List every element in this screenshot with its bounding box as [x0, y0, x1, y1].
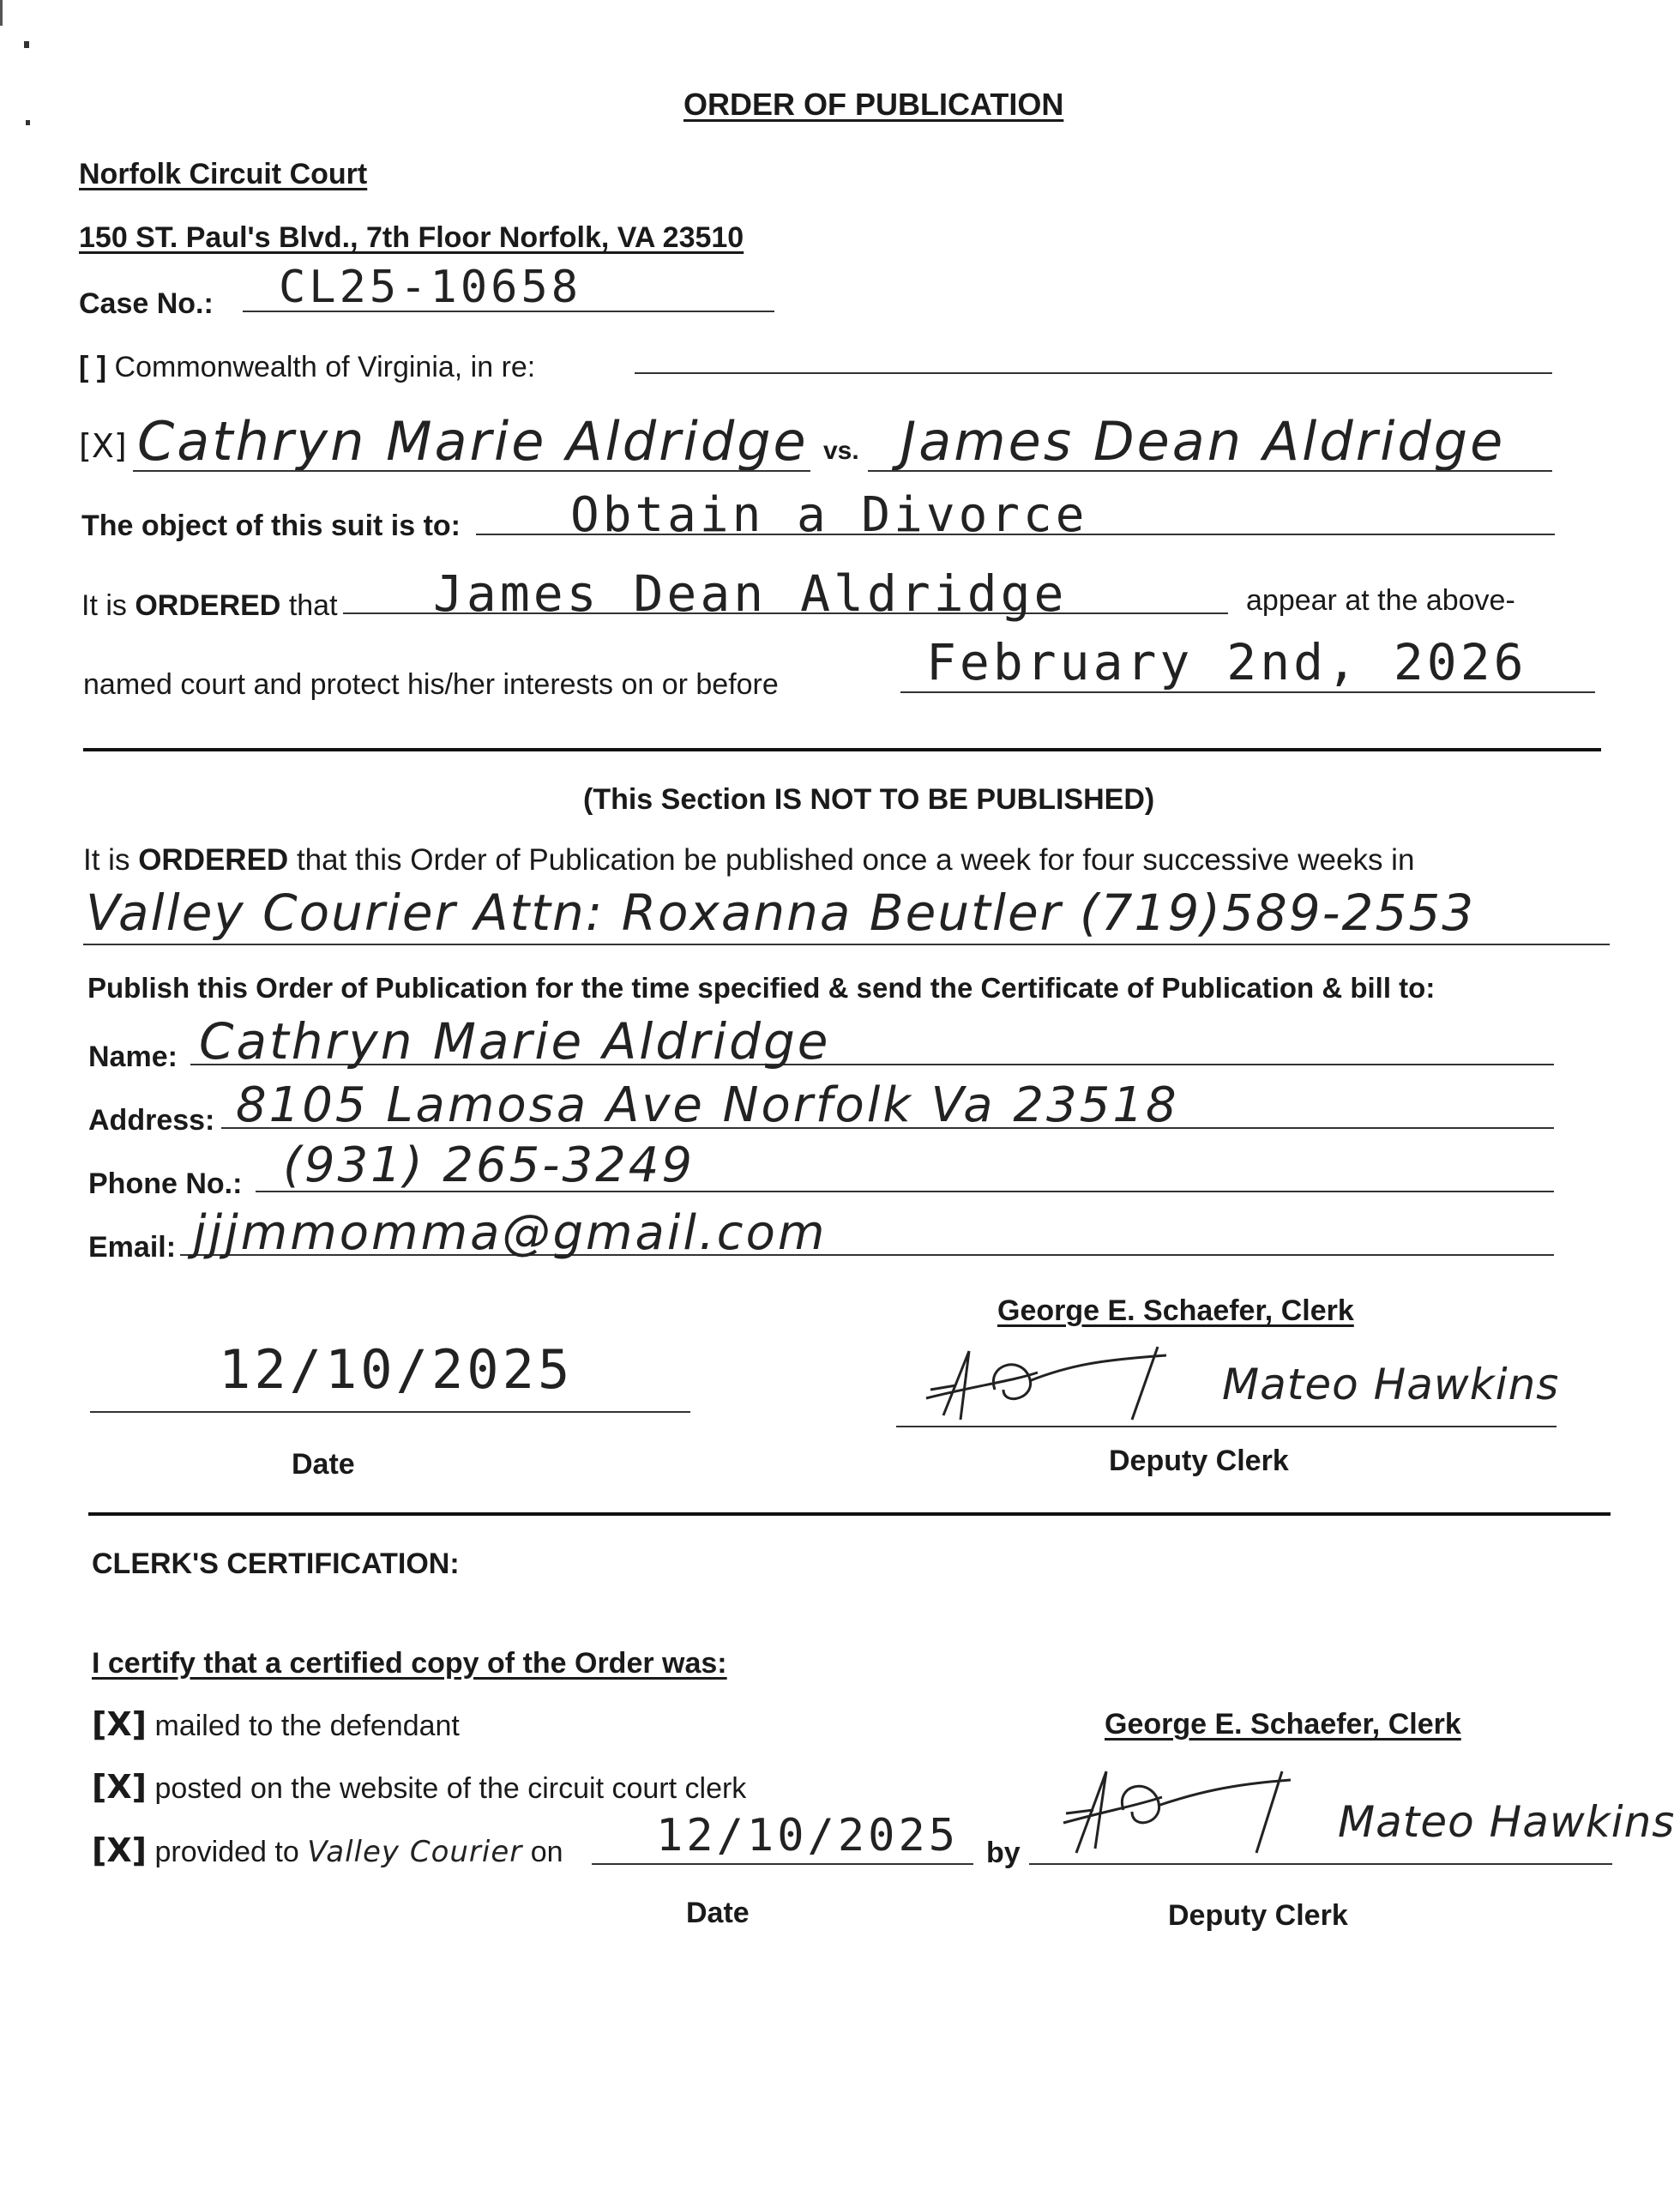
court-address: 150 ST. Paul's Blvd., 7th Floor Norfolk, VA 23510 [79, 221, 744, 254]
provided-on: on [530, 1836, 563, 1868]
publish-bold: ORDERED [138, 843, 289, 877]
commonwealth-row [79, 350, 535, 384]
cert-item-provided [92, 1833, 563, 1869]
commonwealth-line [635, 372, 1552, 374]
ordered-line-2: named court and protect his/her interests on or before [83, 668, 779, 701]
scan-speck [24, 41, 29, 48]
name-value: Cathryn Marie Aldridge [199, 1012, 831, 1071]
defendant-line [868, 470, 1552, 472]
certification-divider [88, 1512, 1611, 1516]
mailed-checkbox[interactable]: [X] [92, 1705, 148, 1743]
email-label: Email: [88, 1231, 177, 1264]
vs-label: vs. [823, 437, 859, 465]
address-label: Address: [88, 1104, 215, 1137]
address-value: 8105 Lamosa Ave Norfolk Va 23518 [236, 1077, 1179, 1133]
defendant-name: James Dean Aldridge [900, 410, 1506, 473]
deputy-name: Mateo Hawkins [1222, 1360, 1560, 1409]
cert-date-label: Date [686, 1897, 750, 1929]
email-value: jjjmmomma@gmail.com [193, 1205, 828, 1261]
posted-checkbox[interactable]: [X] [92, 1768, 148, 1806]
court-name: Norfolk Circuit Court [79, 158, 368, 190]
appearance-date: February 2nd, 2026 [926, 633, 1527, 691]
ordered-tail: appear at the above- [1246, 584, 1515, 617]
ordered-suffix: that [280, 589, 338, 622]
provided-date-value: 12/10/2025 [656, 1810, 960, 1861]
mailed-text: mailed to the defendant [154, 1710, 460, 1742]
publish-prefix: It is [83, 843, 139, 877]
commonwealth-checkbox[interactable]: [ ] [79, 351, 107, 383]
cert-sig-line [1029, 1863, 1612, 1865]
plaintiff-line [133, 470, 810, 472]
cert-clerk-name: George E. Schaefer, Clerk [1105, 1708, 1461, 1741]
phone-label: Phone No.: [88, 1167, 243, 1200]
publish-suffix: that this Order of Publication be published once a week for four successive weeks in [288, 843, 1415, 877]
ordered-name: James Dean Aldridge [433, 564, 1068, 623]
cert-deputy-name: Mateo Hawkins [1338, 1797, 1676, 1847]
posted-text: posted on the website of the circuit court clerk [154, 1772, 747, 1805]
object-value: Obtain a Divorce [570, 487, 1088, 543]
phone-value: (931) 265-3249 [283, 1137, 695, 1193]
cert-item-mailed [92, 1707, 460, 1743]
deputy-label: Deputy Clerk [1109, 1445, 1289, 1477]
parties-checkbox[interactable]: [X] [79, 427, 127, 465]
section-divider [83, 748, 1601, 751]
cert-deputy-label: Deputy Clerk [1168, 1899, 1348, 1932]
page-title: ORDER OF PUBLICATION [683, 87, 1064, 122]
object-label: The object of this suit is to: [81, 510, 461, 542]
ordered-bold: ORDERED [135, 589, 281, 622]
by-label: by [986, 1837, 1021, 1869]
case-no-value: CL25-10658 [279, 262, 582, 313]
plaintiff-name: Cathryn Marie Aldridge [137, 410, 809, 473]
provided-prefix: provided to [154, 1836, 299, 1868]
bill-to-heading: Publish this Order of Publication for the time specified & send the Certificate of Publication & bill to: [87, 972, 1436, 1004]
deputy-sig-line [896, 1426, 1557, 1427]
ordered-line-1 [81, 588, 338, 623]
provided-checkbox[interactable]: [X] [92, 1831, 148, 1869]
order-date-line [90, 1411, 690, 1413]
certification-heading: CLERK'S CERTIFICATION: [92, 1547, 460, 1580]
cert-deputy-signature [1042, 1759, 1334, 1861]
scan-edge-mark [0, 0, 3, 26]
newspaper-value: Valley Courier Attn: Roxanna Beutler (719)589-2553 [86, 884, 1476, 942]
deputy-signature [909, 1338, 1218, 1433]
not-published-heading: (This Section IS NOT TO BE PUBLISHED) [583, 783, 1155, 816]
provided-date-line [592, 1863, 973, 1865]
clerk-name: George E. Schaefer, Clerk [997, 1294, 1354, 1327]
case-no-label: Case No.: [79, 287, 214, 320]
cert-item-posted [92, 1770, 746, 1806]
ordered-prefix: It is [81, 589, 135, 622]
certify-line: I certify that a certified copy of the Order was: [92, 1647, 727, 1680]
commonwealth-label: Commonwealth of Virginia, in re: [114, 351, 536, 383]
order-date-value: 12/10/2025 [219, 1338, 574, 1401]
name-label: Name: [88, 1041, 178, 1073]
order-date-label: Date [292, 1448, 355, 1481]
publish-instruction [83, 843, 1414, 878]
provided-newspaper: Valley Courier [307, 1835, 523, 1869]
ordered-date-line [900, 691, 1595, 693]
newspaper-line [83, 944, 1610, 945]
scan-speck [26, 120, 30, 125]
